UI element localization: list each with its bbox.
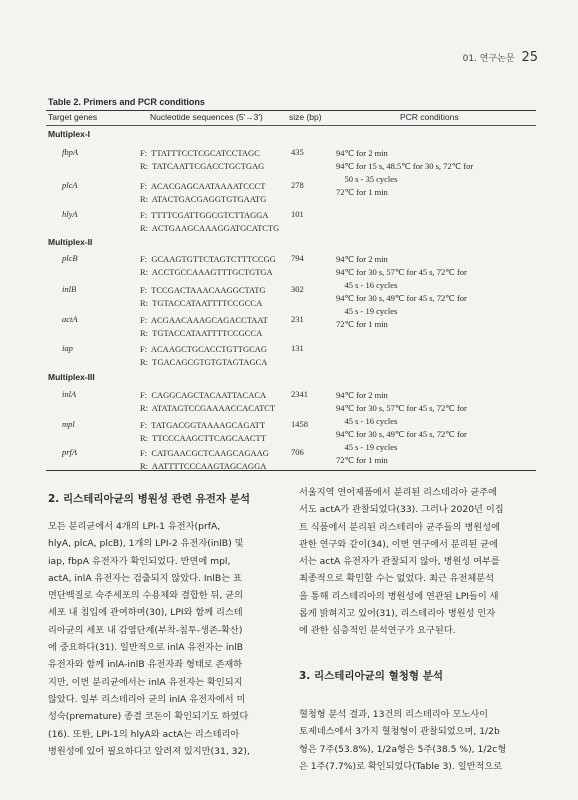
col-head-genes: Target genes (48, 112, 98, 122)
text-line: 서울지역 연어제품에서 분리된 리스테리아 균주에 (299, 487, 498, 498)
text-line: 성숙(premature) 종결 코돈이 확인되기도 하였다 (48, 711, 249, 723)
forward-primer: F: CAGGCAGCTACAATTACACA (140, 390, 267, 400)
product-size: 1458 (291, 419, 308, 429)
condition-line: 50 s - 35 cycles (336, 174, 398, 184)
text-line: 형은 7주(53.8%), 1/2a형은 5주(38.5 %), 1/2c형 (299, 743, 507, 755)
text-line: 유전자와 함께 inlA-inlB 유전자좌 형태로 존재하 (48, 659, 243, 671)
reverse-primer: R: TGACAGCGTGTGTAGTAGCA (140, 357, 268, 367)
running-header (463, 50, 538, 65)
page-number: 25 (521, 50, 538, 65)
product-size: 706 (291, 447, 304, 457)
pcr-conditions-m3 (336, 389, 536, 467)
gene-name: iap (62, 343, 73, 353)
text-line: 않았다. 일부 리스테리아 균의 inlA 유전자에서 미 (48, 693, 246, 705)
right-paragraph (299, 484, 531, 640)
gene-name: plcA (62, 180, 78, 190)
reverse-primer: R: ACCTGCCAAAGTTTGCTGTGA (140, 267, 273, 277)
table-header-rule (46, 125, 536, 126)
condition-line: 94℃ for 30 s, 57℃ for 45 s, 72℃ for (336, 403, 467, 413)
col-head-pcr: PCR conditions (400, 112, 459, 122)
left-paragraph (48, 518, 280, 760)
product-size: 794 (291, 253, 304, 263)
text-line: 병원성에 있어 필요하다고 알려져 있지만(31, 32), (48, 745, 250, 757)
forward-primer: F: TTATTTCCTCGCATCCTAGC (140, 148, 260, 158)
text-line: iap, fbpA 유전자가 확인되었다. 반면에 mpl, (48, 555, 231, 567)
forward-primer: F: GCAAGTGTTCTAGTCTTTCCGG (140, 254, 276, 264)
reverse-primer: R: TTCCCAAGCTTCAGCAACTT (140, 433, 266, 443)
section-label: 01. 연구논문 (462, 54, 515, 64)
forward-primer: F: TATGACGGTAAAAGCAGATT (140, 420, 266, 430)
reverse-primer: R: TATCAATTCGACCTGCTGAG (140, 161, 265, 171)
gene-name: prfA (62, 447, 78, 457)
product-size: 2341 (291, 389, 308, 399)
gene-name: actA (62, 314, 78, 324)
text-line: 트 식품에서 분리된 리스테리아 균주들의 병원성에 (299, 521, 500, 533)
condition-line: 72℃ for 1 min (336, 319, 388, 329)
text-line: (16). 또한, LPI-1의 hlyA와 actA는 리스테리아 (48, 728, 240, 740)
text-line: 에 관한 심층적인 분석연구가 요구된다. (299, 625, 456, 637)
condition-line: 72℃ for 1 min (336, 187, 388, 197)
table-bottom-rule (46, 470, 536, 471)
group-label: Multiplex-II (48, 237, 93, 247)
gene-name: inlB (62, 284, 77, 294)
table-top-rule (46, 110, 536, 111)
text-line: 모든 분리균에서 4개의 LPI-1 유전자(prfA, (48, 521, 221, 532)
col-head-size: size (bp) (289, 112, 322, 122)
text-line: 은 1주(7.7%)로 확인되었다(Table 3). 일반적으로 (299, 760, 503, 772)
right-paragraph (299, 706, 531, 775)
text-line: 에 중요하다(31). 일반적으로 inlA 유전자는 inlB (48, 642, 244, 654)
text-line: 지만, 이번 분리균에서는 inlA 유전자는 확인되지 (48, 676, 243, 688)
gene-name: plcB (62, 253, 78, 263)
gene-name: mpl (62, 419, 75, 429)
gene-name: inlA (62, 389, 77, 399)
product-size: 101 (291, 209, 304, 219)
reverse-primer: R: ACTGAAGCAAAGGATGCATCTG (140, 223, 280, 233)
table-caption: Table 2. Primers and PCR conditions (48, 97, 205, 107)
product-size: 231 (291, 314, 304, 324)
product-size: 278 (291, 180, 304, 190)
text-line: actA, inlA 유전자는 검출되지 않았다. InlB는 표 (48, 572, 242, 584)
text-line: 세포 내 침입에 관여하며(30), LPI와 함께 리스테 (48, 607, 243, 619)
condition-line: 72℃ for 1 min (336, 455, 388, 465)
forward-primer: F: TTTTCGATTGGCGTCTTAGGA (140, 210, 269, 220)
text-line: 토제네스에서 3가지 혈청형이 관찰되었으며, 1/2b (299, 726, 500, 738)
condition-line: 45 s - 16 cycles (336, 280, 398, 290)
text-line: 혈청형 분석 결과, 13건의 리스테리아 모노사이 (299, 709, 488, 720)
gene-name: fbpA (62, 147, 79, 157)
col-head-sequences: Nucleotide sequences (5'→3') (150, 112, 263, 122)
condition-line: 94℃ for 30 s, 49℃ for 45 s, 72℃ for (336, 429, 467, 439)
condition-line: 45 s - 16 cycles (336, 416, 398, 426)
pcr-conditions-m2 (336, 253, 536, 331)
text-line: 서도 actA가 관찰되었다(33). 그러나 2020년 이집 (299, 504, 504, 516)
product-size: 131 (291, 343, 304, 353)
text-line: 리아균의 세포 내 감염단계(부착-침투-생존-확산) (48, 624, 243, 636)
condition-line: 94℃ for 30 s, 49℃ for 45 s, 72℃ for (336, 293, 467, 303)
condition-line: 94℃ for 15 s, 48.5℃ for 30 s, 72℃ for (336, 161, 474, 171)
forward-primer: F: ACGAACAAAGCAGACCTAAT (140, 315, 268, 325)
condition-line: 94℃ for 30 s, 57℃ for 45 s, 72℃ for (336, 267, 467, 277)
reverse-primer: R: AATTTTCCCAAGTAGCAGGA (140, 461, 267, 471)
section-heading: 3. 리스테리아균의 혈청형 분석 (299, 670, 443, 682)
text-line: 롭게 밝혀지고 있어(31), 리스테리아 병원성 인자 (299, 608, 496, 620)
condition-line: 45 s - 19 cycles (336, 306, 398, 316)
gene-name: hlyA (62, 209, 78, 219)
section-heading: 2. 리스테리아균의 병원성 관련 유전자 분석 (48, 493, 251, 505)
condition-line: 94℃ for 2 min (336, 148, 388, 158)
reverse-primer: R: ATATAGTCCGAAAACCACATCT (140, 403, 276, 413)
text-line: 서는 actA 유전자가 관찰되지 않아, 병원성 여부를 (299, 556, 500, 568)
text-line: 최종적으로 확인할 수는 없었다. 최근 유전체분석 (299, 573, 495, 585)
text-line: 면단백질로 숙주세포의 수용체와 결합한 뒤, 균의 (48, 590, 244, 602)
text-line: hlyA, plcA, plcB), 1개의 LPI-2 유전자(inlB) 및 (48, 538, 244, 550)
forward-primer: F: ACAAGCTGCACCTGTTGCAG (140, 344, 268, 354)
group-label: Multiplex-III (48, 372, 95, 382)
text-line: 을 통해 리스테리아의 병원성에 연관된 LPI들이 새 (299, 590, 499, 602)
reverse-primer: R: TGTACCATAATTTTCCGCCA (140, 298, 263, 308)
product-size: 302 (291, 284, 304, 294)
condition-line: 94℃ for 2 min (336, 254, 388, 264)
pcr-conditions-m1 (336, 147, 536, 199)
condition-line: 45 s - 19 cycles (336, 442, 398, 452)
group-label: Multiplex-I (48, 129, 91, 139)
forward-primer: F: CATGAACGCTCAAGCAGAAG (140, 448, 269, 458)
reverse-primer: R: TGTACCATAATTTTCCGCCA (140, 328, 263, 338)
forward-primer: F: TCCGACTAAACAAGGCTATG (140, 285, 266, 295)
condition-line: 94℃ for 2 min (336, 390, 388, 400)
text-line: 관한 연구와 같이(34), 이번 연구에서 분리된 균에 (299, 538, 499, 550)
reverse-primer: R: ATACTGACGAGGTGTGAATG (140, 194, 267, 204)
product-size: 435 (291, 147, 304, 157)
forward-primer: F: ACACGAGCAATAAAATCCCT (140, 181, 266, 191)
